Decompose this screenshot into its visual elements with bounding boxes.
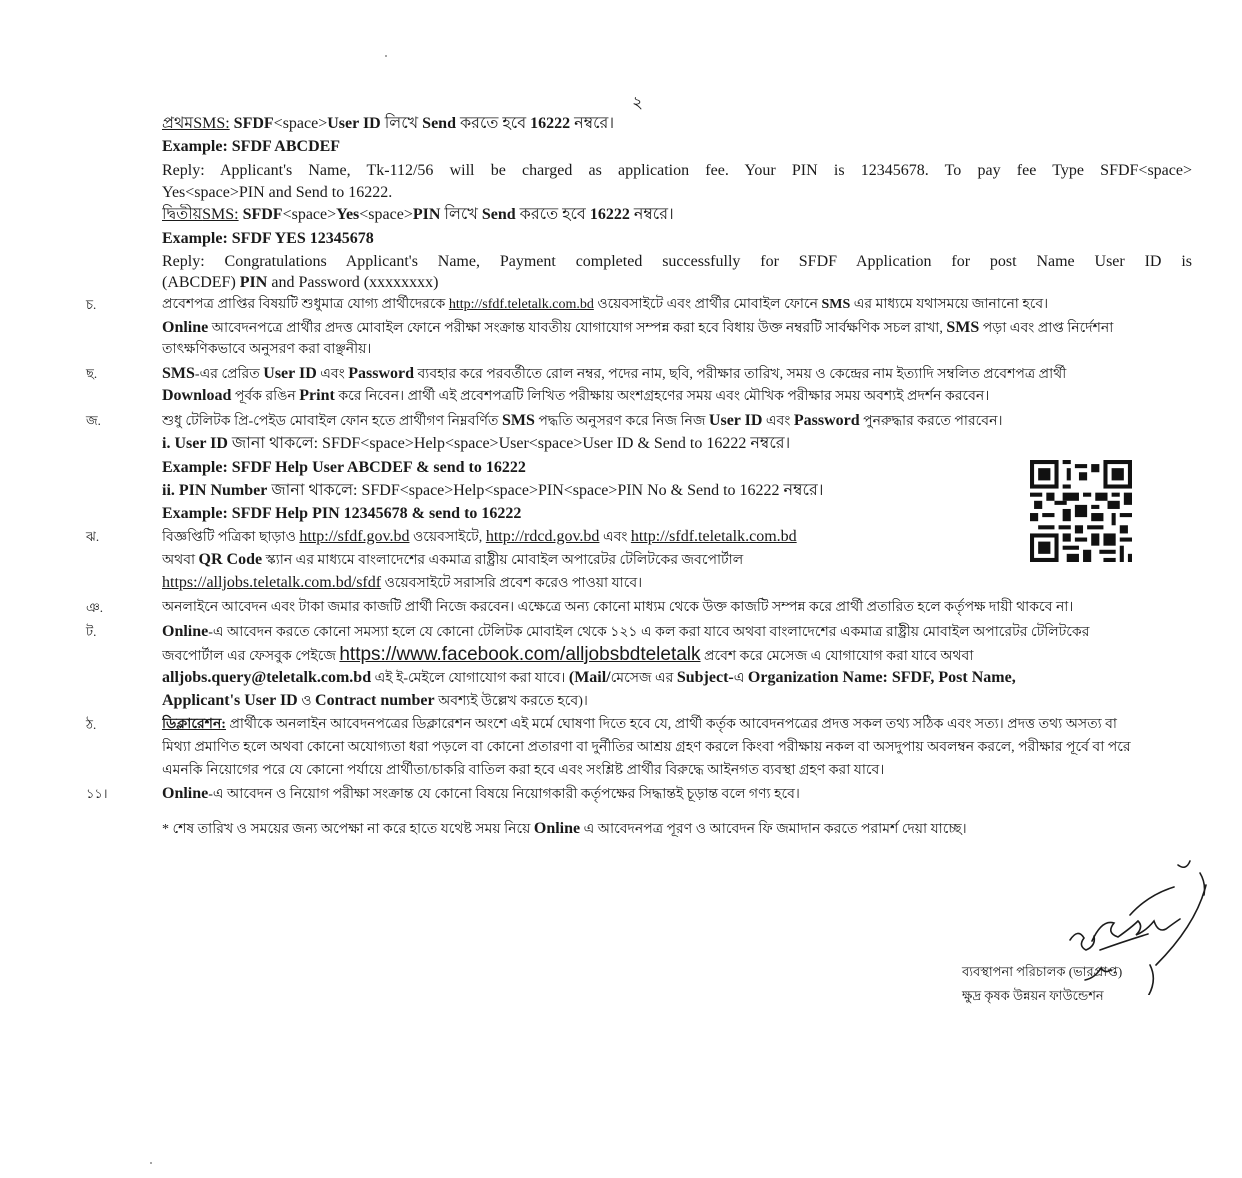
ta-subject: Subject- [676, 669, 734, 686]
sms2-pin: PIN [412, 206, 441, 223]
note-text2: এ আবেদনপত্র পূরণ ও আবেদন ফি জমাদান করতে পরামর্শ দেয়া যাচ্ছে। [580, 822, 967, 837]
cha-sms2: SMS [946, 319, 980, 336]
ja-i-label: i. User ID [162, 435, 228, 452]
cha-sms: SMS [821, 297, 851, 312]
tha-text1: প্রার্থীকে অনলাইন আবেদনপত্রের ডিক্লারেশন অংশে এই মর্মে ঘোষণা দিতে হবে যে, প্রার্থী কর্তৃক আবেদনপত্রের প্রদত্ত সকল তথ্য সঠিক এবং সত্য। প্রদত্ত তথ্য অসত্য বা [225, 717, 1117, 732]
chha-text2: এবং [316, 367, 349, 382]
p11-online: Online [162, 785, 209, 802]
marker-11: ১১। [86, 786, 108, 801]
reply2-pin: PIN [239, 274, 268, 291]
ta-orgname: Organization Name: SFDF, Post Name, [747, 669, 1016, 686]
facebook-link[interactable]: https://www.facebook.com/alljobsbdteletalk [339, 644, 701, 665]
jha-line3 [162, 572, 1022, 595]
ja-text3: এবং [762, 414, 794, 429]
jha-text3: এবং [599, 530, 631, 545]
chha-text3: ব্যবহার করে পরবর্তীতে রোল নম্বর, পদের নাম, ছবি, পরীক্ষার তারিখ, সময় ও কেন্দ্রের নাম ইত্যাদি সম্বলিত প্রবেশপত্র প্রার্থী [414, 367, 1067, 382]
reply2-password: and Password (xxxxxxxx) [267, 274, 439, 291]
tha-declaration: ডিক্লারেশন: [162, 717, 226, 732]
example1: Example: SFDF ABCDEF [162, 138, 341, 155]
marker-ta: ট. [86, 624, 97, 639]
sms2-space2: <space> [359, 206, 413, 223]
cha-text3: এর মাধ্যমে যথাসময়ে জানানো হবে। [850, 297, 1049, 312]
marker-tha: ঠ. [86, 717, 97, 732]
ja-text4: পুনরুদ্ধার করতে পারবেন। [859, 414, 1003, 429]
sms1-space: <space> [273, 115, 328, 132]
chha-print: Print [299, 387, 335, 404]
deadline-note [162, 818, 1192, 841]
ja-userid: User ID [708, 412, 763, 429]
sms2-prefix: দ্বিতীয় [162, 206, 203, 223]
jha-text1: বিজ্ঞপ্তিটি পত্রিকা ছাড়াও [162, 530, 300, 545]
example2: Example: SFDF YES 12345678 [162, 230, 374, 247]
note-text1: * শেষ তারিখ ও সময়ের জন্য অপেক্ষা না করে হাতে যথেষ্ট সময় নিয়ে [162, 822, 534, 837]
sms2-number: 16222 [589, 206, 630, 223]
cha-online: Online [162, 319, 209, 336]
ta-line1 [162, 621, 1192, 644]
ta-line4 [162, 690, 1192, 713]
note-online: Online [533, 820, 581, 837]
ja-example-i: Example: SFDF Help User ABCDEF & send to 16222 [162, 459, 526, 476]
ja-item-ii [162, 480, 1022, 502]
tha-line3: এমনকি নিয়োগের পরে যে কোনো পর্যায়ে প্রার্থীতা/চাকরি বাতিল করা হবে এবং সংশ্লিষ্ট প্রার্থীর বিরুদ্ধে আইনগত ব্যবস্থা গ্রহণ করা যাবে। [162, 763, 885, 778]
marker-ja: জ. [86, 413, 101, 428]
sfdf-teletalk-link[interactable]: http://sfdf.teletalk.com.bd [448, 297, 594, 312]
sms1-send: Send [422, 115, 456, 132]
reply2-id: (ABCDEF) [162, 274, 240, 291]
nya-line1: অনলাইনে আবেদন এবং টাকা জমার কাজটি প্রার্থী নিজে করবেন। এক্ষেত্রে অন্য কোনো মাধ্যম থেকে উক্ত কাজটি সম্পন্ন করে প্রার্থী প্রতারিত হলে কর্তৃপক্ষ দায়ী থাকবে না। [162, 600, 1074, 615]
sms1-number: 16222 [530, 115, 571, 132]
chha-line1 [162, 363, 1192, 386]
marker-nya: ঞ. [86, 600, 103, 615]
rdcd-gov-link[interactable]: http://rdcd.gov.bd [485, 528, 600, 545]
sms2-likhe: লিখে [440, 206, 482, 223]
chha-text1: -এর প্রেরিত [194, 367, 264, 382]
scan-speck [150, 1162, 152, 1164]
sms1-prefix: প্রথম [162, 115, 194, 132]
reply1-line1: Reply: Applicant's Name, Tk-112/56 will be charged as application fee. Your PIN is 12345678. To pay fee Type SFDF<space> [162, 162, 1192, 179]
sms2-space1: <space> [282, 206, 337, 223]
ta-text7: ও [297, 694, 316, 709]
chha-download: Download [162, 387, 232, 404]
ja-text1: শুধু টেলিটক প্রি-পেইড মোবাইল ফোন হতে প্রার্থীগণ নিম্নবর্ণিত [162, 414, 502, 429]
sms2-nombore: নম্বরে। [629, 206, 674, 223]
ta-text5: মেসেজ এর [610, 671, 677, 686]
ja-item-i [162, 433, 1022, 455]
chha-sms: SMS [162, 365, 195, 382]
sms2-sfdf: SFDF [238, 206, 283, 223]
jha-line1 [162, 526, 1022, 549]
ta-text3: প্রবেশ করে মেসেজ এ যোগাযোগ করা যাবে অথবা [700, 649, 974, 664]
tha-line2: মিথ্যা প্রমাণিত হলে অথবা কোনো অযোগ্যতা ধরা পড়লে বা কোনো প্রতারণা বা দুর্নীতির আশ্রয় গ্রহণ করলে কিংবা পরীক্ষায় নকল বা অসদুপায় অবলম্বন করলে, পরীক্ষার পূর্বে বা পরে [162, 740, 1131, 755]
ta-text2: জবপোর্টাল এর ফেসবুক পেইজে [162, 649, 340, 664]
sms1-sfdf: SFDF [229, 115, 274, 132]
ja-i-text: জানা থাকলে: SFDF<space>Help<space>User<space>User ID & Send to 16222 নম্বরে। [227, 435, 791, 452]
sms1-likhe: লিখে [380, 115, 423, 132]
sms2-sms: SMS: [202, 206, 239, 223]
sms2-yes: Yes [336, 206, 360, 223]
p11-line1 [162, 783, 1192, 806]
sms1-line [162, 113, 1192, 135]
ta-text6: এ [733, 671, 748, 686]
jha-line2 [162, 549, 1022, 572]
ja-line1 [162, 410, 1192, 433]
jha-text5: স্ক্যান এর মাধ্যমে বাংলাদেশের একমাত্র রাষ্ট্রীয় মোবাইল অপারেটর টেলিটকের জবপোর্টাল [262, 553, 744, 568]
ja-text2: পদ্ধতি অনুসরণ করে নিজ নিজ [534, 414, 709, 429]
sfdf-gov-link[interactable]: http://sfdf.gov.bd [299, 528, 410, 545]
chha-userid: User ID [263, 365, 317, 382]
sms1-korte: করতে হবে [455, 115, 531, 132]
marker-cha: চ. [86, 297, 97, 312]
sms2-send: Send [481, 206, 516, 223]
ja-sms: SMS [501, 412, 535, 429]
qr-code-icon [1030, 460, 1132, 562]
ja-ii-text: জানা থাকলে: SFDF<space>Help<space>PIN<space>PIN No & Send to 16222 নম্বরে। [267, 482, 824, 499]
cha-text5: পড়া এবং প্রাপ্ত নির্দেশনা [979, 321, 1114, 336]
sfdf-teletalk-link-2[interactable]: http://sfdf.teletalk.com.bd [630, 528, 797, 545]
signatory-designation: ব্যবস্থাপনা পরিচালক (ভারপ্রাপ্ত) [962, 964, 1123, 979]
reply1-line2: Yes<space>PIN and Send to 16222. [162, 184, 393, 201]
sms1-nombore: নম্বরে। [570, 115, 615, 132]
alljobs-link[interactable]: https://alljobs.teletalk.com.bd/sfdf [162, 574, 382, 591]
ta-text8: অবশ্যই উল্লেখ করতে হবে)। [434, 694, 588, 709]
cha-line3: তাৎক্ষণিকভাবে অনুসরণ করা বাঞ্ছনীয়। [162, 342, 372, 357]
sms2-korte: করতে হবে [515, 206, 590, 223]
ta-mail: (Mail/ [568, 669, 611, 686]
reply2-line1: Reply: Congratulations Applicant's Name, Payment completed successfully for SFDF Application for post Name User ID is [162, 253, 1192, 270]
chha-text5: করে নিবেন। প্রার্থী এই প্রবেশপত্রটি লিখিত পরীক্ষায় অংশগ্রহণের সময় এবং মৌখিক পরীক্ষার সময় অবশ্যই প্রদর্শন করবেন। [334, 389, 990, 404]
jha-qrcode: QR Code [198, 551, 263, 568]
cha-text4: আবেদনপত্রে প্রার্থীর প্রদত্ত মোবাইল ফোনে পরীক্ষা সংক্রান্ত যাবতীয় যোগাযোগ সম্পন্ন করা হবে বিধায় উক্ত নম্বরটি সার্বক্ষণিক সচল রাখা, [208, 321, 947, 336]
ta-online: Online [162, 623, 209, 640]
ta-contract: Contract number [315, 692, 435, 709]
scan-speck [385, 55, 387, 57]
tha-line1 [162, 714, 1192, 736]
chha-password: Password [348, 365, 414, 382]
marker-chha: ছ. [86, 366, 98, 381]
ta-line2 [162, 644, 1192, 668]
ta-email[interactable]: alljobs.query@teletalk.com.bd [162, 669, 372, 686]
sms1-userid: User ID [327, 115, 381, 132]
sms2-line [162, 204, 1192, 226]
jha-text2: ওয়েবসাইটে, [409, 530, 486, 545]
chha-line2 [162, 385, 1192, 408]
ta-line3 [162, 667, 1192, 690]
cha-text1: প্রবেশপত্র প্রাপ্তির বিষয়টি শুধুমাত্র যোগ্য প্রার্থীদেরকে [162, 297, 449, 312]
chha-text4: পূর্বক রঙিন [231, 389, 300, 404]
ja-password: Password [793, 412, 860, 429]
reply2-line2 [162, 272, 1192, 294]
signatory-organization: ক্ষুদ্র কৃষক উন্নয়ন ফাউন্ডেশন [962, 988, 1104, 1003]
ta-text4: এই ই-মেইলে যোগাযোগ করা যাবে। [371, 671, 569, 686]
cha-line1 [162, 294, 1192, 316]
p11-text: -এ আবেদন ও নিয়োগ পরীক্ষা সংক্রান্ত যে কোনো বিষয়ে নিয়োগকারী কর্তৃপক্ষের সিদ্ধান্তই চূড়ান্ত বলে গণ্য হবে। [208, 787, 800, 802]
cha-line2 [162, 317, 1192, 340]
ta-userid: Applicant's User ID [162, 692, 298, 709]
cha-text2: ওয়েবসাইটে এবং প্রার্থীর মোবাইল ফোনে [593, 297, 822, 312]
page-number: ২ [632, 93, 644, 112]
sms1-sms: SMS: [193, 115, 230, 132]
ja-example-ii: Example: SFDF Help PIN 12345678 & send to 16222 [162, 505, 522, 522]
jha-text4: অথবা [162, 553, 199, 568]
ja-ii-label: ii. PIN Number [162, 482, 268, 499]
jha-text6: ওয়েবসাইটে সরাসরি প্রবেশ করেও পাওয়া যাবে। [381, 576, 643, 591]
ta-text1: -এ আবেদন করতে কোনো সমস্যা হলে যে কোনো টেলিটক মোবাইল থেকে ১২১ এ কল করা যাবে অথবা বাংলাদেশের একমাত্র রাষ্ট্রীয় মোবাইল অপারেটর টেলিটকের [208, 625, 1090, 640]
marker-jha: ঝ. [86, 529, 100, 544]
